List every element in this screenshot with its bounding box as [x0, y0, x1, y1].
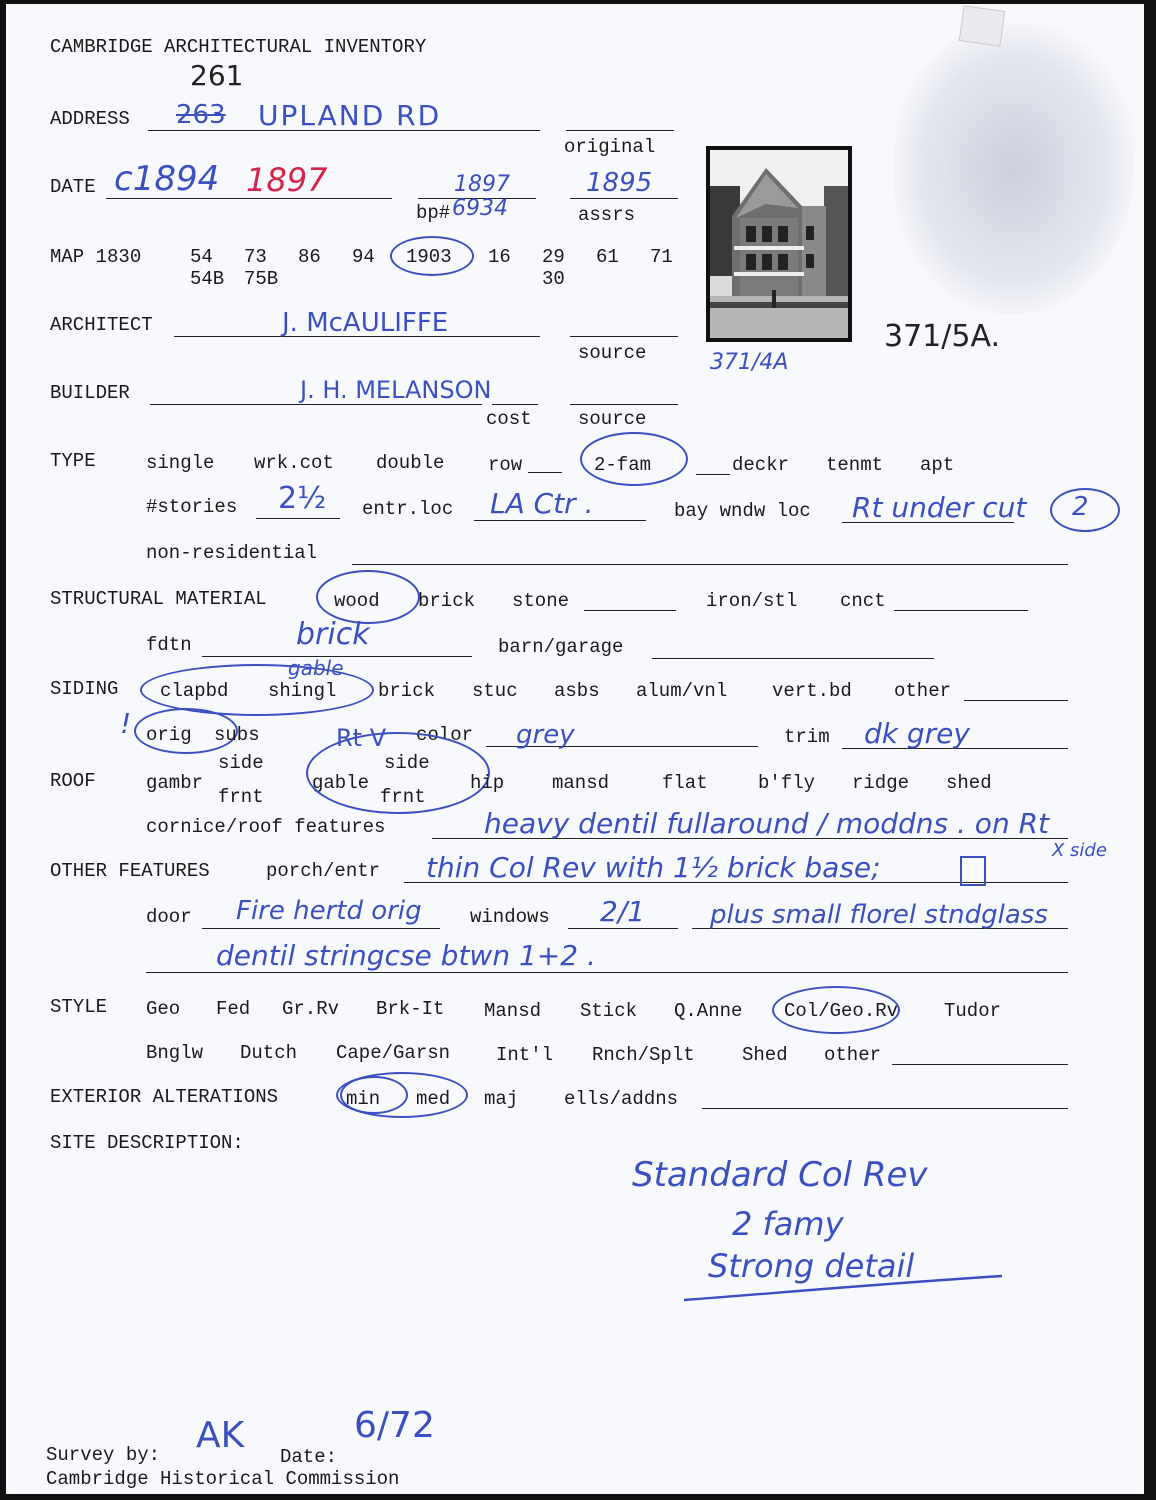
siding-option-circled: shingl [268, 680, 337, 702]
subs-label: subs [214, 724, 260, 746]
type-option: tenmt [826, 454, 884, 476]
type-option-circled: 2-fam [594, 454, 652, 476]
gable-side-label: side [384, 752, 430, 774]
structural-option: brick [418, 590, 476, 612]
entr-loc-line [474, 520, 646, 521]
site-line-1: Standard Col Rev [632, 1155, 928, 1195]
siding-option-circled: clapbd [160, 680, 229, 702]
alteration-option-circled: min [346, 1088, 381, 1110]
roof-label: ROOF [50, 770, 96, 792]
siding-note: gable [288, 656, 344, 680]
map-year: 30 [542, 268, 565, 290]
style-option: Int'l [496, 1044, 554, 1066]
gable-circle [306, 732, 490, 814]
alteration-option: med [416, 1088, 451, 1110]
builder-source-label: source [578, 408, 647, 430]
siding-option: brick [378, 680, 436, 702]
map-1903-circle [390, 236, 474, 276]
map-year-circled: 1903 [406, 246, 452, 268]
cornice-value-2: X side [1052, 840, 1107, 861]
style-option: Rnch/Splt [592, 1044, 695, 1066]
roof-option: mansd [552, 772, 610, 794]
style-option: Stick [580, 1000, 638, 1022]
style-option: Gr.Rv [282, 998, 340, 1020]
cost-label: cost [486, 408, 532, 430]
non-residential-label: non-residential [146, 542, 318, 564]
type-option: single [146, 452, 215, 474]
architect-name: J. McAULIFFE [282, 308, 449, 338]
gambr-side-label: side [218, 752, 264, 774]
gambr-frnt-label: frnt [218, 786, 264, 808]
entr-loc-label: entr.loc [362, 498, 454, 520]
structural-label: STRUCTURAL MATERIAL [50, 588, 267, 610]
site-underline [676, 1270, 1010, 1310]
roof-option: b'fly [758, 772, 816, 794]
photo-ref-right: 371/5A. [884, 319, 1000, 354]
stain-smudge [894, 24, 1134, 314]
structural-option: stone [512, 590, 570, 612]
siding-option: vert.bd [772, 680, 852, 702]
door-value: Fire hertd orig [236, 896, 422, 926]
entr-loc-value: LA Ctr . [490, 487, 594, 520]
siding-option: asbs [554, 680, 600, 702]
fdtn-label: fdtn [146, 634, 192, 656]
bp-number: 6934 [452, 196, 508, 221]
color-label: color [416, 724, 474, 746]
fdtn-value: brick [296, 617, 370, 652]
barn-line [652, 658, 934, 659]
windows-label: windows [470, 906, 550, 928]
bp-year: 1897 [454, 172, 510, 197]
style-option: Q.Anne [674, 1000, 743, 1022]
date2-label: Date: [280, 1446, 338, 1468]
two-fam-circle [580, 432, 688, 486]
map-year: 16 [488, 246, 511, 268]
cornice-value: heavy dentil fullaround / moddns . on Rt [484, 807, 1050, 840]
extra-line [146, 972, 1068, 973]
cnct-line [894, 610, 1028, 611]
siding-label: SIDING [50, 678, 119, 700]
structural-option: iron/stl [706, 590, 798, 612]
date-red: 1897 [246, 161, 328, 199]
style-option: Mansd [484, 1000, 542, 1022]
structural-option: cnct [840, 590, 886, 612]
orig-label-circled: orig [146, 724, 192, 746]
photo-ref-below: 371/4A [710, 350, 789, 375]
extra-value: dentil stringcse btwn 1+2 . [216, 939, 596, 972]
roof-option: hip [470, 772, 505, 794]
style-option: Tudor [944, 1000, 1002, 1022]
barn-label: barn/garage [498, 636, 624, 658]
bay-window-label: bay wndw loc [674, 500, 811, 522]
map-year: 73 [244, 246, 267, 268]
alteration-option: ells/addns [564, 1088, 679, 1110]
map-year: 54B [190, 268, 225, 290]
address-street: UPLAND RD [258, 99, 442, 132]
stories-line [256, 518, 340, 519]
style-option: Fed [216, 998, 251, 1020]
scan-edge-bottom [0, 1494, 1156, 1500]
roof-option: flat [662, 772, 708, 794]
address-number: 261 [190, 59, 244, 92]
siding-other-line [964, 700, 1068, 701]
date-estimate: c1894 [114, 159, 220, 199]
trim-label: trim [784, 726, 830, 748]
type-option: apt [920, 454, 955, 476]
door-label: door [146, 906, 192, 928]
stone-line [584, 610, 676, 611]
row-line [528, 472, 562, 473]
architect-source-label: source [578, 342, 647, 364]
porch-sketch-icon [960, 856, 986, 886]
builder-name: J. H. MELANSON [300, 376, 492, 404]
map-year: 94 [352, 246, 375, 268]
style-option: Geo [146, 998, 181, 1020]
form-title: CAMBRIDGE ARCHITECTURAL INVENTORY [50, 36, 427, 58]
trim-value: dk grey [864, 717, 970, 750]
architect-label: ARCHITECT [50, 314, 153, 336]
assrs-line [570, 198, 678, 199]
map-year: 61 [596, 246, 619, 268]
style-option: Brk-It [376, 998, 445, 1020]
alteration-option: maj [484, 1088, 519, 1110]
style-label: STYLE [50, 996, 108, 1018]
roof-option-circled: gable [312, 772, 370, 794]
style-option: other [824, 1044, 882, 1066]
tape-corner [959, 5, 1006, 46]
style-option: Shed [742, 1044, 788, 1066]
site-line-2: 2 famy [732, 1205, 844, 1243]
roof-option: ridge [852, 772, 910, 794]
builder-source-line [570, 404, 678, 405]
style-other-line [892, 1064, 1068, 1065]
style-option: Cape/Garsn [336, 1042, 451, 1064]
deckr-line [696, 474, 730, 475]
type-option: deckr [732, 454, 790, 476]
type-option: wrk.cot [254, 452, 334, 474]
address-crossed-number: 263 [176, 100, 226, 130]
porch-label: porch/entr [266, 860, 381, 882]
style-option: Dutch [240, 1042, 298, 1064]
min-circle [340, 1076, 408, 1114]
map-label: MAP 1830 [50, 246, 142, 268]
assrs-year: 1895 [586, 168, 653, 198]
alterations-label: EXTERIOR ALTERATIONS [50, 1086, 279, 1108]
windows-line [568, 928, 678, 929]
roof-option: gambr [146, 772, 204, 794]
architect-source-line [570, 336, 678, 337]
color-value: grey [516, 720, 575, 750]
builder-line [150, 404, 482, 405]
margin-mark: ! [120, 707, 132, 740]
stories-label: #stories [146, 496, 238, 518]
map-year: 86 [298, 246, 321, 268]
gable-frnt-label: frnt [380, 786, 426, 808]
siding-option: other [894, 680, 952, 702]
roof-option: shed [946, 772, 992, 794]
site-line-3: Strong detail [708, 1247, 915, 1285]
address-label: ADDRESS [50, 108, 130, 130]
non-residential-line [352, 564, 1068, 565]
map-year: 75B [244, 268, 279, 290]
assrs-label: assrs [578, 204, 636, 226]
house-photo [706, 146, 852, 342]
builder-label: BUILDER [50, 382, 130, 404]
original-label: original [564, 136, 656, 158]
stories-value: 2½ [278, 481, 327, 516]
other-features-label: OTHER FEATURES [50, 860, 210, 882]
map-year: 71 [650, 246, 673, 268]
bp-label: bp# [416, 202, 451, 224]
date-label: DATE [50, 176, 96, 198]
survey-date-value: 6/72 [354, 1405, 435, 1446]
map-year: 54 [190, 246, 213, 268]
porch-value: thin Col Rev with 1½ brick base; [426, 851, 881, 884]
windows-value: 2/1 [600, 895, 646, 928]
style-option: Bnglw [146, 1042, 204, 1064]
siding-option: alum/vnl [636, 680, 728, 702]
windows-value-more: plus small florel stndglass [710, 900, 1048, 930]
survey-label: Survey by: [46, 1444, 161, 1466]
site-label: SITE DESCRIPTION: [50, 1132, 244, 1154]
bay-count: 2 [1072, 492, 1089, 522]
original-line [566, 130, 674, 131]
wood-circle [316, 570, 420, 624]
alterations-line [702, 1108, 1068, 1109]
door-line [202, 928, 440, 929]
type-option: row [488, 454, 523, 476]
type-label: TYPE [50, 450, 96, 472]
type-option: double [376, 452, 445, 474]
commission-label: Cambridge Historical Commission [46, 1468, 400, 1490]
survey-by-value: AK [196, 1415, 245, 1456]
style-option-circled: Col/Geo.Rv [784, 1000, 899, 1022]
scan-edge-right [1144, 0, 1156, 1500]
cornice-label: cornice/roof features [146, 816, 386, 838]
siding-option: stuc [472, 680, 518, 702]
col-geo-rv-circle [772, 986, 900, 1034]
roof-note: Rt V [336, 724, 387, 752]
bay-window-value: Rt under cut [852, 491, 1027, 524]
inventory-form-page [6, 4, 1144, 1494]
structural-option-circled: wood [334, 590, 380, 612]
cost-line [492, 404, 538, 405]
map-year: 29 [542, 246, 565, 268]
